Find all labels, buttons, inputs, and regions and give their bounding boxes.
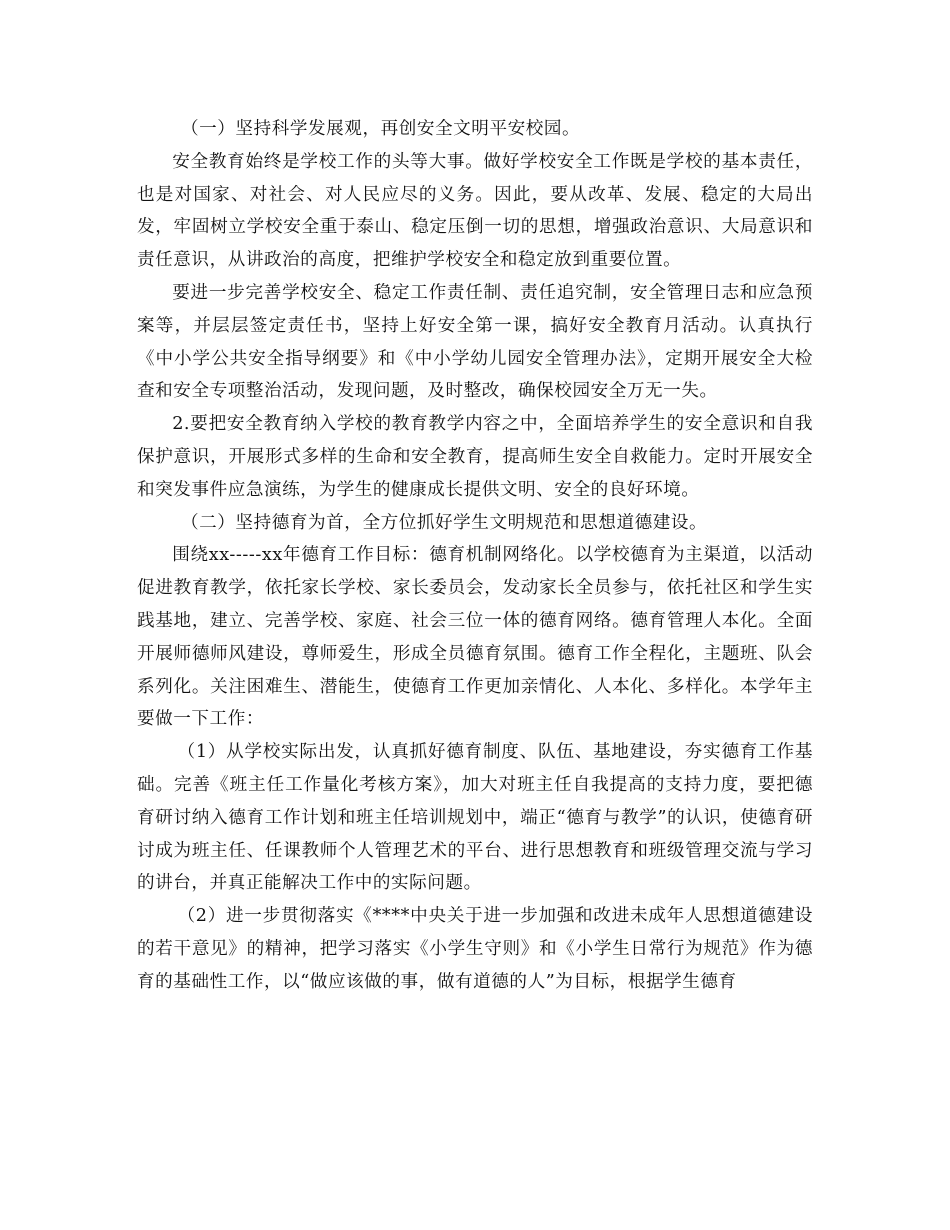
paragraph: （2）进一步贯彻落实《****中央关于进一步加强和改进未成年人思想道德建设的若干意见》的精神，把学习落实《小学生守则》和《小学生日常行为规范》作为德育的基础性工作，以“做应该做的事，做有道德的人”为目标，根据学生德育	[137, 906, 813, 992]
document-body	[137, 113, 813, 999]
paragraph: 安全教育始终是学校工作的头等大事。做好学校安全工作既是学校的基本责任，也是对国家、对社会、对人民应尽的义务。因此，要从改革、发展、稳定的大局出发，牢固树立学校安全重于泰山、稳定压倒一切的思想，增强政治意识、大局意识和责任意识，从讲政治的高度，把维护学校安全和稳定放到重要位置。	[137, 151, 813, 271]
paragraph: 要进一步完善学校安全、稳定工作责任制、责任追究制，安全管理日志和应急预案等，并层层签定责任书，坚持上好安全第一课，搞好安全教育月活动。认真执行《中小学公共安全指导纲要》和《中小学幼儿园安全管理办法》，定期开展安全大检查和安全专项整治活动，发现问题，及时整改，确保校园安全万无一失。	[137, 282, 813, 402]
paragraph: 2.要把安全教育纳入学校的教育教学内容之中，全面培养学生的安全意识和自我保护意识，开展形式多样的生命和安全教育，提高师生安全自救能力。定时开展安全和突发事件应急演练，为学生的健康成长提供文明、安全的良好环境。	[137, 414, 813, 500]
paragraph: （1）从学校实际出发，认真抓好德育制度、队伍、基地建设，夯实德育工作基础。完善《班主任工作量化考核方案》，加大对班主任自我提高的支持力度，要把德育研讨纳入德育工作计划和班主任培训规划中，端正“德育与教学”的认识，使德育研讨成为班主任、任课教师个人管理艺术的平台、进行思想教育和班级管理交流与学习的讲台，并真正能解决工作中的实际问题。	[137, 742, 813, 894]
section-heading-2: （二）坚持德育为首，全方位抓好学生文明规范和思想道德建设。	[181, 512, 708, 533]
section-heading-1: （一）坚持科学发展观，再创安全文明平安校园。	[181, 119, 581, 139]
paragraph: 围绕xx-----xx年德育工作目标：德育机制网络化。以学校德育为主渠道，以活动促进教育教学，依托家长学校、家长委员会，发动家长全员参与，依托社区和学生实践基地，建立、完善学校、家庭、社会三位一体的德育网络。德育管理人本化。全面开展师德师风建设，尊师爱生，形成全员德育氛围。德育工作全程化，主题班、队会系列化。关注困难生、潜能生，使德育工作更加亲情化、人本化、多样化。本学年主要做一下工作：	[137, 545, 813, 730]
